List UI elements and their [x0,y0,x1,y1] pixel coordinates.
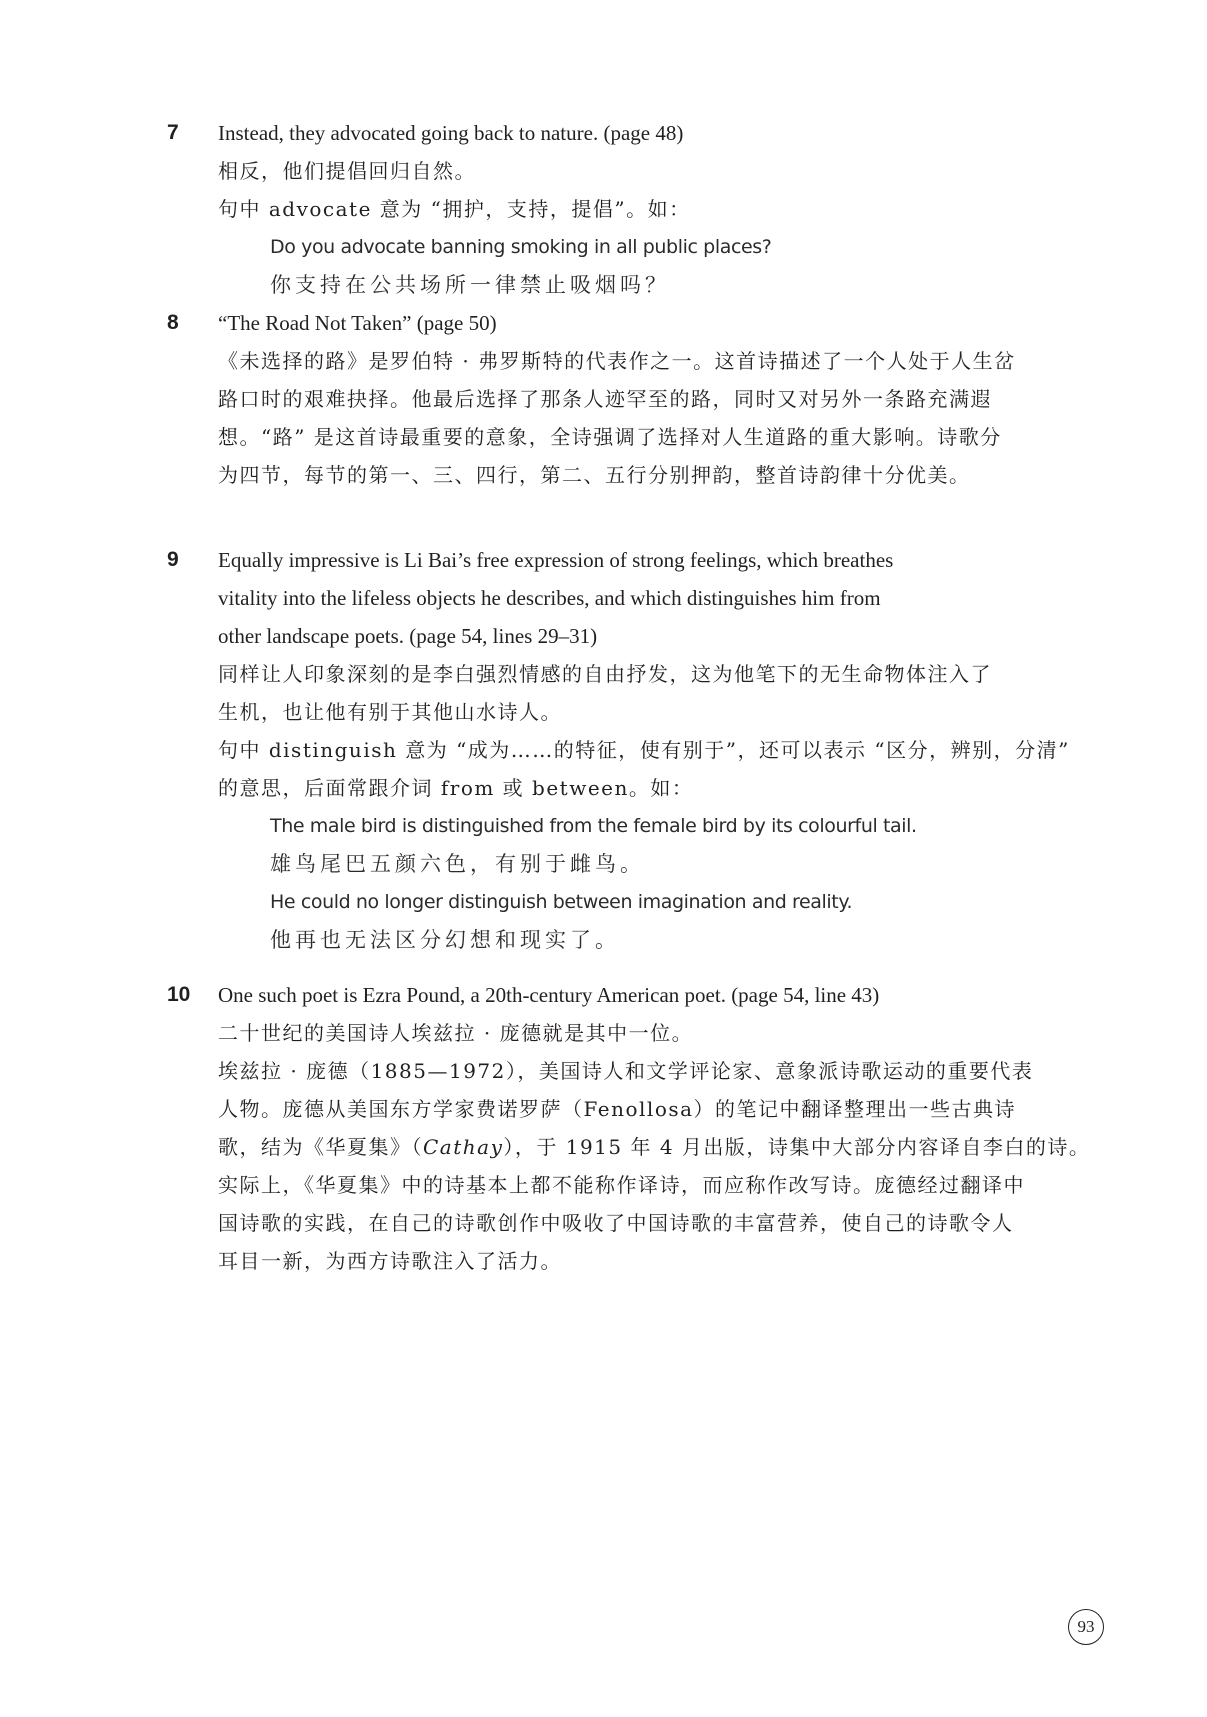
example-block [270,228,1067,304]
note-explanation: 的意思，后面常跟介词 from 或 between。如： [218,776,694,800]
example-translation: 他再也无法区分幻想和现实了。 [270,928,620,952]
note-explanation: 人物。庞德从美国东方学家费诺罗萨（Fenollosa）的笔记中翻译整理出一些古典诗 [218,1097,1017,1121]
example-sentence: The male bird is distinguished from the female bird by its colourful tail. [270,815,917,837]
note-source-title: “The Road Not Taken” (page 50) [218,311,497,335]
note-explanation: 路口时的艰难抉择。他最后选择了那条人迹罕至的路，同时又对另外一条路充满遐 [218,387,992,411]
note-source-sentence: Instead, they advocated going back to nature. (page 48) [218,121,684,145]
note-number: 9 [167,548,179,571]
note-source-sentence: other landscape poets. (page 54, lines 29–31) [218,624,598,648]
note-7 [167,114,1067,304]
example-translation: 你支持在公共场所一律禁止吸烟吗？ [270,273,670,297]
note-explanation: 实际上，《华夏集》中的诗基本上都不能称作译诗，而应称作改写诗。庞德经过翻译中 [218,1173,1025,1197]
example-block [270,807,1067,959]
book-title-italic: Cathay [423,1135,504,1159]
note-8 [167,304,1067,494]
note-source-sentence: vitality into the lifeless objects he describes, and which distinguishes him from [218,586,881,610]
note-explanation: 句中 advocate 意为 “拥护，支持，提倡”。如： [218,197,691,221]
text-segment: ），于 1915 年 4 月出版，诗集中大部分内容译自李白的诗。 [503,1135,1091,1159]
note-number: 7 [167,121,179,144]
note-explanation: 为四节，每节的第一、三、四行，第二、五行分别押韵，整首诗韵律十分优美。 [218,463,971,487]
note-number: 8 [167,311,179,334]
note-explanation: 想。“路” 是这首诗最重要的意象，全诗强调了选择对人生道路的重大影响。诗歌分 [218,425,1002,449]
example-sentence: Do you advocate banning smoking in all public places? [270,236,772,258]
note-source-sentence: Equally impressive is Li Bai’s free expression of strong feelings, which breathes [218,548,894,572]
example-sentence: He could no longer distinguish between imagination and reality. [270,891,853,913]
note-explanation: 埃兹拉 · 庞德（1885—1972），美国诗人和文学评论家、意象派诗歌运动的重要代表 [218,1059,1034,1083]
note-10 [167,976,1091,1280]
note-explanation [218,1128,1091,1166]
note-explanation: 国诗歌的实践，在自己的诗歌创作中吸收了中国诗歌的丰富营养，使自己的诗歌令人 [218,1211,1014,1235]
note-9 [167,541,1070,959]
page-number: 93 [1068,1609,1104,1645]
note-source-sentence: One such poet is Ezra Pound, a 20th-century American poet. (page 54, line 43) [218,983,880,1007]
note-translation: 二十世纪的美国诗人埃兹拉 · 庞德就是其中一位。 [218,1021,694,1045]
note-explanation: 句中 distinguish 意为 “成为……的特征，使有别于”，还可以表示 “区分，辨别，分清” [218,738,1070,762]
note-translation: 同样让人印象深刻的是李白强烈情感的自由抒发，这为他笔下的无生命物体注入了 [218,662,992,686]
note-translation: 相反，他们提倡回归自然。 [218,159,476,183]
note-number: 10 [167,983,191,1006]
note-translation: 生机，也让他有别于其他山水诗人。 [218,700,562,724]
note-explanation: 耳目一新，为西方诗歌注入了活力。 [218,1249,562,1273]
note-explanation: 《未选择的路》是罗伯特 · 弗罗斯特的代表作之一。这首诗描述了一个人处于人生岔 [218,349,1016,373]
text-segment: 歌，结为《华夏集》（ [218,1135,423,1159]
example-translation: 雄鸟尾巴五颜六色，有别于雌鸟。 [270,852,645,876]
